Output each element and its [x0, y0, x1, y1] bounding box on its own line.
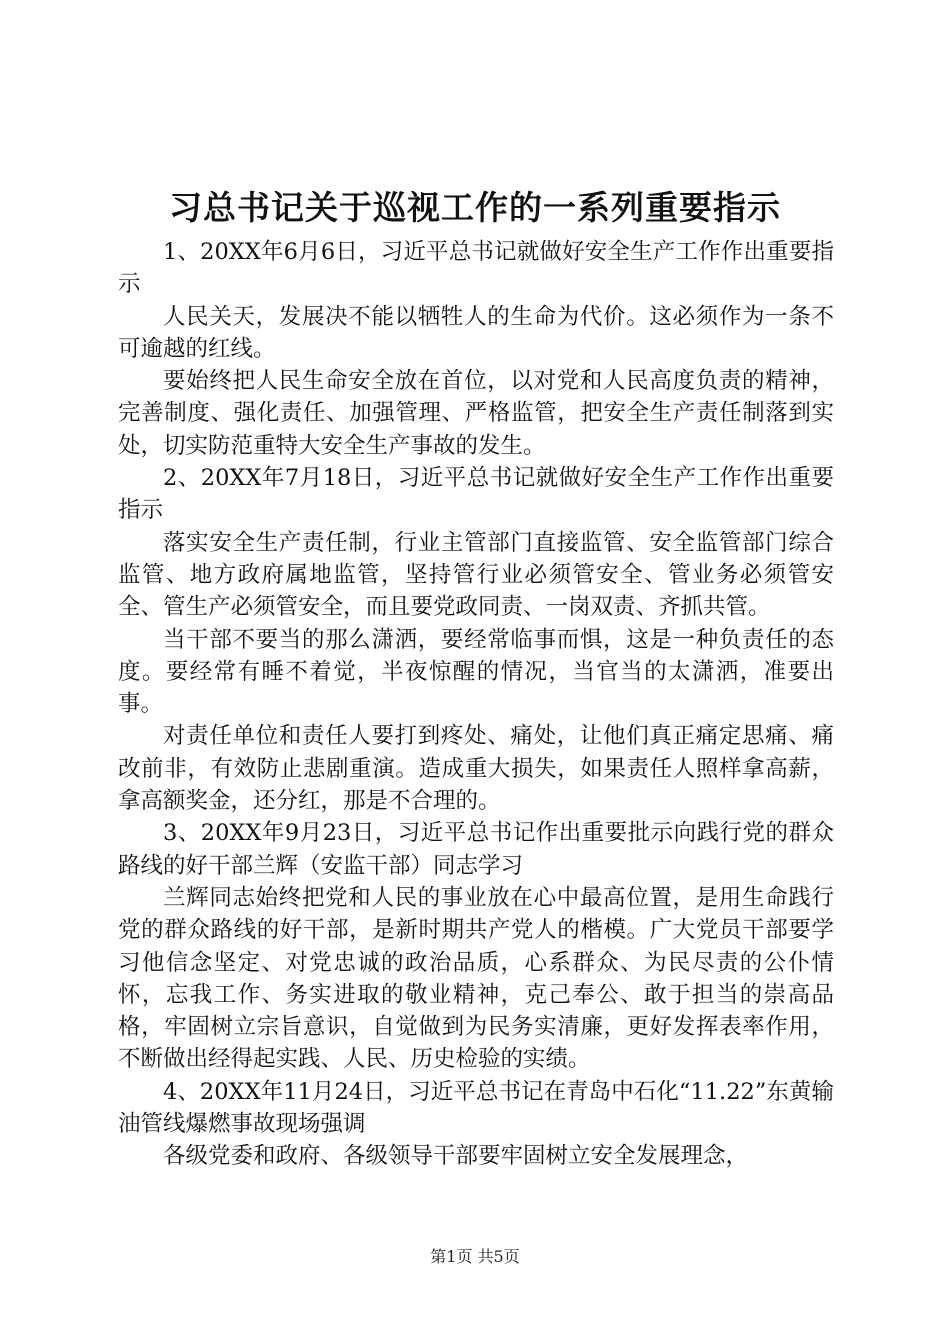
paragraph: 当干部不要当的那么潇洒，要经常临事而惧，这是一种负责任的态度。要经常有睡不着觉，半夜惊醒的情况，当官当的太潇洒，准要出事。 — [118, 626, 834, 718]
paragraph: 4、20XX年11月24日，习近平总书记在青岛中石化“11.22”东黄输油管线爆燃事故现场强调 — [118, 1078, 834, 1138]
paragraph: 落实安全生产责任制，行业主管部门直接监管、安全监管部门综合监管、地方政府属地监管，坚持管行业必须管安全、管业务必须管安全、管生产必须管安全，而且要党政同责、一岗双责、齐抓共管。 — [118, 529, 834, 621]
paragraph: 3、20XX年9月23日，习近平总书记作出重要批示向践行党的群众路线的好干部兰辉（安监干部）同志学习 — [118, 820, 834, 879]
paragraph: 人民关天，发展决不能以牺牲人的生命为代价。这必须作为一条不可逾越的红线。 — [118, 303, 834, 362]
paragraph: 对责任单位和责任人要打到疼处、痛处，让他们真正痛定思痛、痛改前非，有效防止悲剧重演。造成重大损失，如果责任人照样拿高薪，拿高额奖金，还分红，那是不合理的。 — [118, 723, 834, 815]
paragraph: 各级党委和政府、各级领导干部要牢固树立安全发展理念， — [163, 1143, 749, 1170]
paragraph: 兰辉同志始终把党和人民的事业放在心中最高位置，是用生命践行党的群众路线的好干部，是新时期共产党人的楷模。广大党员干部要学习他信念坚定、对党忠诚的政治品质，心系群众、为民尽责的公仆情怀，忘我工作、务实进取的敬业精神，克己奉公、敢于担当的崇高品格，牢固树立宗旨意识，自觉做到为民务实清廉，更好发挥表率作用，不断做出经得起实践、人民、历史检验的实绩。 — [118, 884, 834, 1073]
document-title: 习总书记关于巡视工作的一系列重要指示 — [169, 188, 781, 227]
document-body — [118, 236, 834, 1173]
paragraph: 1、20XX年6月6日，习近平总书记就做好安全生产工作作出重要指示 — [118, 239, 834, 298]
paragraph: 要始终把人民生命安全放在首位，以对党和人民高度负责的精神，完善制度、强化责任、加强管理、严格监管，把安全生产责任制落到实处，切实防范重特大安全生产事故的发生。 — [118, 368, 834, 459]
paragraph: 2、20XX年7月18日，习近平总书记就做好安全生产工作作出重要指示 — [118, 465, 834, 524]
page-number-footer: 第1页 共5页 — [430, 1247, 520, 1266]
